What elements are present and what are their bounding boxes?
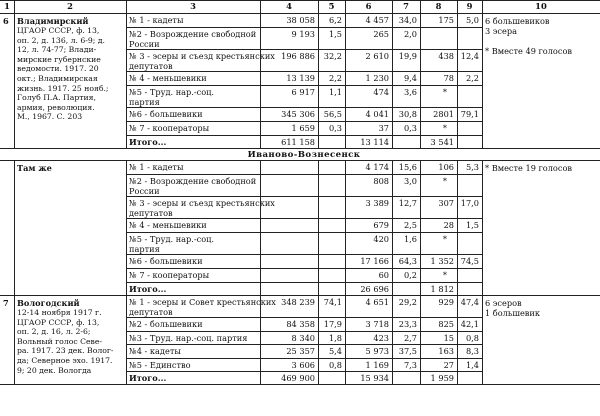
votes-column-6: 474	[373, 87, 389, 97]
votes-total: 38 058	[286, 15, 315, 25]
column-divider	[126, 160, 127, 384]
row-divider	[126, 107, 482, 108]
percent-column-9: 5,3	[465, 162, 479, 172]
row-divider	[0, 148, 600, 149]
votes-column-8: *	[442, 87, 447, 97]
percent-column-7: 2,0	[403, 29, 417, 39]
row-divider	[126, 317, 482, 318]
column-header: 8	[435, 1, 442, 11]
votes-column-6: 3 718	[365, 319, 389, 329]
source-citation-line: армия, революция.	[17, 102, 95, 112]
votes-column-6: 1 169	[365, 359, 389, 370]
source-citation-line: 9; 20 дек. Вологда	[17, 365, 92, 375]
row-divider	[126, 135, 482, 136]
total-column-8: 1 959	[430, 373, 454, 383]
votes-percent: 5,4	[328, 346, 342, 356]
column-header: 1	[4, 1, 10, 11]
column-divider	[126, 0, 127, 148]
total-column-6: 15 934	[360, 373, 389, 383]
party-list-name: № 1 - кадеты	[129, 15, 184, 25]
party-list-name: №2 - большевики	[129, 319, 203, 329]
votes-column-8: *	[442, 123, 447, 133]
source-citation-line: Вольный голос Севе-	[17, 336, 102, 346]
party-list-name: № 1 - эсеры и Совет крестьянских	[129, 297, 276, 307]
column-divider	[260, 160, 261, 384]
percent-column-7: 23,3	[398, 319, 417, 329]
row-divider	[126, 358, 482, 359]
party-list-name: депутатов	[129, 61, 173, 71]
constituency-name: Владимирский	[17, 16, 89, 26]
votes-column-6: 4 174	[365, 162, 389, 172]
row-divider	[126, 331, 482, 332]
total-column-8: 3 541	[430, 137, 454, 147]
note: 1 большевик	[485, 308, 540, 318]
party-list-name: №6 - большевики	[129, 256, 203, 266]
column-divider	[482, 0, 483, 148]
votes-column-8: 106	[438, 162, 454, 172]
party-list-name: № 7 - кооператоры	[129, 270, 210, 280]
votes-column-8: 175	[438, 15, 454, 25]
column-divider	[260, 0, 261, 148]
percent-column-7: 29,2	[398, 297, 417, 307]
votes-column-6: 808	[373, 176, 389, 186]
column-divider	[482, 160, 483, 384]
party-list-name: депутатов	[129, 208, 173, 218]
section-number: 6	[3, 16, 9, 26]
column-divider	[14, 0, 15, 148]
votes-total: 13 139	[286, 73, 315, 83]
party-list-name: № 3 - эсеры и съезд крестьянских	[129, 198, 275, 208]
column-divider	[457, 0, 458, 148]
note: 6 большевиков	[485, 16, 550, 26]
city-heading: Иваново-Вознесенск	[247, 150, 361, 160]
percent-column-7: 34,0	[398, 15, 417, 25]
votes-percent: 1,5	[328, 29, 342, 39]
row-divider	[126, 371, 482, 372]
votes-total: 84 358	[286, 319, 315, 329]
votes-column-8: 929	[438, 297, 454, 307]
percent-column-9: 12,4	[460, 51, 479, 61]
source-citation-line: 12-14 ноября 1917 г.	[17, 308, 102, 317]
votes-percent: 74,1	[323, 297, 342, 307]
votes-column-8: 2801	[433, 109, 454, 119]
percent-column-7: 0,2	[403, 270, 417, 280]
party-list-name: №2 - Возрождение свободной	[129, 176, 257, 186]
row-divider	[126, 85, 482, 86]
column-divider	[457, 160, 458, 384]
votes-total: 3 606	[291, 359, 315, 370]
party-list-name: №2 - Возрождение свободной	[129, 29, 257, 39]
source-citation-line: ЦГАОР СССР, ф. 13,	[17, 26, 100, 35]
percent-column-7: 7,3	[403, 359, 417, 370]
percent-column-7: 3,6	[403, 87, 417, 97]
party-list-name: №5 - Труд. нар.-соц.	[129, 234, 215, 244]
total-votes: 469 900	[281, 373, 315, 383]
party-list-name: № 4 - меньшевики	[129, 220, 207, 230]
source-citation-line: ведомости. 1917. 20	[17, 64, 99, 74]
votes-column-8: 307	[438, 198, 454, 208]
party-list-name: №4 - кадеты	[129, 346, 181, 356]
votes-column-8: *	[442, 270, 447, 280]
note: * Вместе 19 голосов	[485, 163, 572, 173]
votes-column-6: 37	[378, 123, 389, 133]
votes-column-6: 423	[373, 332, 389, 343]
column-header: 5	[328, 1, 335, 11]
votes-percent: 56,5	[323, 109, 342, 119]
source-citation-line: да; Северное эхо. 1917.	[17, 356, 113, 365]
note: 6 эсеров	[485, 298, 522, 308]
total-label: Итого...	[129, 284, 167, 294]
note: * Вместе 49 голосов	[485, 46, 572, 56]
row-divider	[126, 71, 482, 72]
row-divider	[0, 160, 600, 161]
total-column-6: 13 114	[360, 137, 389, 147]
party-list-name: № 1 - кадеты	[129, 162, 184, 172]
votes-column-6: 4 457	[365, 15, 389, 25]
votes-column-8: 15	[443, 332, 454, 343]
source-citation-line: 12, л. 74-77; Влади-	[17, 45, 97, 55]
row-divider	[126, 174, 482, 175]
votes-column-6: 17 166	[360, 256, 389, 266]
votes-total: 9 193	[291, 29, 315, 39]
row-divider	[126, 282, 482, 283]
votes-column-6: 4 041	[365, 109, 389, 119]
percent-column-7: 19,9	[398, 51, 417, 61]
percent-column-7: 3,0	[403, 176, 417, 186]
row-divider	[126, 268, 482, 269]
percent-column-7: 2,7	[403, 332, 417, 343]
source-citation-line: жизнь. 1917. 25 нояб.;	[17, 83, 109, 93]
column-divider	[420, 0, 421, 148]
votes-column-8: *	[442, 176, 447, 186]
source-citation-line: оп. 2, д. 136, л. 6-9; д.	[17, 35, 105, 45]
row-divider	[126, 49, 482, 50]
votes-column-8: 27	[443, 359, 454, 370]
total-votes: 611 158	[281, 137, 315, 147]
percent-column-9: 2,2	[465, 73, 479, 83]
source-citation-line: ЦГАОР СССР, ф. 13,	[17, 317, 100, 327]
percent-column-7: 30,8	[398, 109, 417, 119]
percent-column-9: 79,1	[460, 109, 479, 119]
column-header: 7	[403, 1, 409, 11]
votes-column-8: 78	[443, 73, 454, 83]
column-header: 2	[67, 1, 73, 11]
row-divider	[0, 384, 600, 385]
votes-column-6: 420	[373, 234, 389, 244]
row-divider	[0, 0, 600, 1]
votes-total: 345 306	[281, 109, 315, 119]
total-label: Итого...	[129, 373, 167, 383]
percent-column-9: 1,5	[465, 220, 479, 230]
votes-percent: 6,2	[328, 15, 342, 25]
votes-percent: 1,1	[328, 87, 342, 97]
votes-column-8: 438	[438, 51, 454, 61]
votes-percent: 17,9	[323, 319, 342, 329]
percent-column-9: 74,5	[460, 256, 479, 266]
source-citation-line: мирские губернские	[17, 54, 101, 64]
column-header: 3	[190, 1, 196, 11]
percent-column-7: 37,5	[398, 346, 417, 356]
column-divider	[318, 160, 319, 384]
percent-column-9: 17,0	[460, 198, 479, 208]
votes-column-6: 3 389	[365, 198, 389, 208]
percent-column-9: 8,3	[465, 346, 479, 356]
party-list-name: партия	[129, 244, 160, 254]
percent-column-7: 64,3	[398, 256, 417, 266]
column-divider	[392, 0, 393, 148]
votes-percent: 1,8	[328, 332, 342, 343]
constituency-name: Вологодский	[17, 298, 80, 308]
column-divider	[14, 160, 15, 384]
votes-column-6: 2 610	[365, 51, 389, 61]
constituency-name: Там же	[17, 163, 52, 173]
party-list-name: № 3 - эсеры и съезд крестьянских	[129, 51, 275, 61]
party-list-name: № 4 - меньшевики	[129, 73, 207, 83]
column-divider	[318, 0, 319, 148]
row-divider	[126, 254, 482, 255]
row-divider	[0, 13, 600, 14]
percent-column-9: 5,0	[465, 15, 479, 25]
votes-column-6: 4 651	[365, 297, 389, 307]
row-divider	[126, 232, 482, 233]
row-divider	[126, 121, 482, 122]
percent-column-9: 1,4	[465, 359, 479, 370]
votes-column-8: 825	[438, 319, 454, 329]
votes-column-8: 28	[443, 220, 454, 230]
party-list-name: России	[129, 39, 160, 49]
column-divider	[392, 160, 393, 384]
percent-column-7: 15,6	[398, 162, 417, 172]
percent-column-7: 1,6	[403, 234, 417, 244]
total-column-8: 1 812	[430, 284, 454, 294]
row-divider	[126, 196, 482, 197]
votes-total: 6 917	[291, 87, 315, 97]
column-divider	[420, 160, 421, 384]
votes-column-6: 60	[378, 270, 389, 280]
party-list-name: партия	[129, 97, 160, 107]
column-header: 10	[535, 1, 547, 11]
votes-column-6: 5 973	[365, 346, 389, 356]
party-list-name: №6 - большевики	[129, 109, 203, 119]
source-citation-line: Голуб П.А. Партия,	[17, 93, 96, 103]
row-divider	[126, 27, 482, 28]
votes-percent: 0,8	[328, 359, 342, 370]
votes-total: 196 886	[281, 51, 315, 61]
party-list-name: России	[129, 186, 160, 196]
source-citation-line: окт.; Владимирская	[17, 74, 98, 83]
source-citation-line: М., 1967. С. 203	[17, 112, 83, 122]
votes-percent: 2,2	[328, 73, 342, 83]
column-header: 6	[365, 1, 372, 11]
votes-percent: 32,2	[323, 51, 342, 61]
votes-total: 25 357	[286, 346, 315, 356]
votes-percent: 0,3	[328, 123, 342, 133]
votes-column-6: 265	[373, 29, 389, 39]
total-column-6: 26 696	[360, 284, 389, 294]
votes-column-8: 163	[438, 346, 454, 356]
votes-column-6: 1 230	[365, 73, 389, 83]
party-list-name: №3 - Труд. нар.-соц. партия	[129, 332, 248, 343]
percent-column-7: 0,3	[403, 123, 417, 133]
column-divider	[345, 0, 346, 148]
party-list-name: № 7 - кооператоры	[129, 123, 210, 133]
source-citation-line: ра. 1917. 23 дек. Волог-	[17, 346, 114, 356]
section-number: 7	[3, 298, 9, 308]
percent-column-9: 0,8	[465, 332, 479, 343]
column-divider	[345, 160, 346, 384]
column-header: 4	[286, 1, 292, 11]
party-list-name: №5 - Труд. нар.-соц.	[129, 87, 215, 97]
column-header: 9	[466, 1, 473, 11]
votes-column-6: 679	[373, 220, 389, 230]
row-divider	[0, 295, 600, 296]
votes-total: 1 659	[291, 123, 315, 133]
percent-column-7: 12,7	[398, 198, 417, 208]
votes-column-8: 1 352	[430, 256, 454, 266]
percent-column-7: 9,4	[403, 73, 417, 83]
row-divider	[126, 218, 482, 219]
votes-total: 348 239	[281, 297, 315, 307]
total-label: Итого...	[129, 137, 167, 147]
percent-column-7: 2,5	[403, 220, 417, 230]
party-list-name: депутатов	[129, 307, 173, 317]
votes-column-8: *	[442, 234, 447, 244]
party-list-name: №5 - Единство	[129, 359, 191, 370]
percent-column-9: 47,4	[460, 297, 479, 307]
row-divider	[126, 344, 482, 345]
votes-total: 8 340	[291, 332, 315, 343]
note: 3 эсера	[485, 26, 517, 36]
percent-column-9: 42,1	[460, 319, 479, 329]
source-citation-line: оп. 2, д. 16, л. 2-6;	[17, 327, 91, 337]
